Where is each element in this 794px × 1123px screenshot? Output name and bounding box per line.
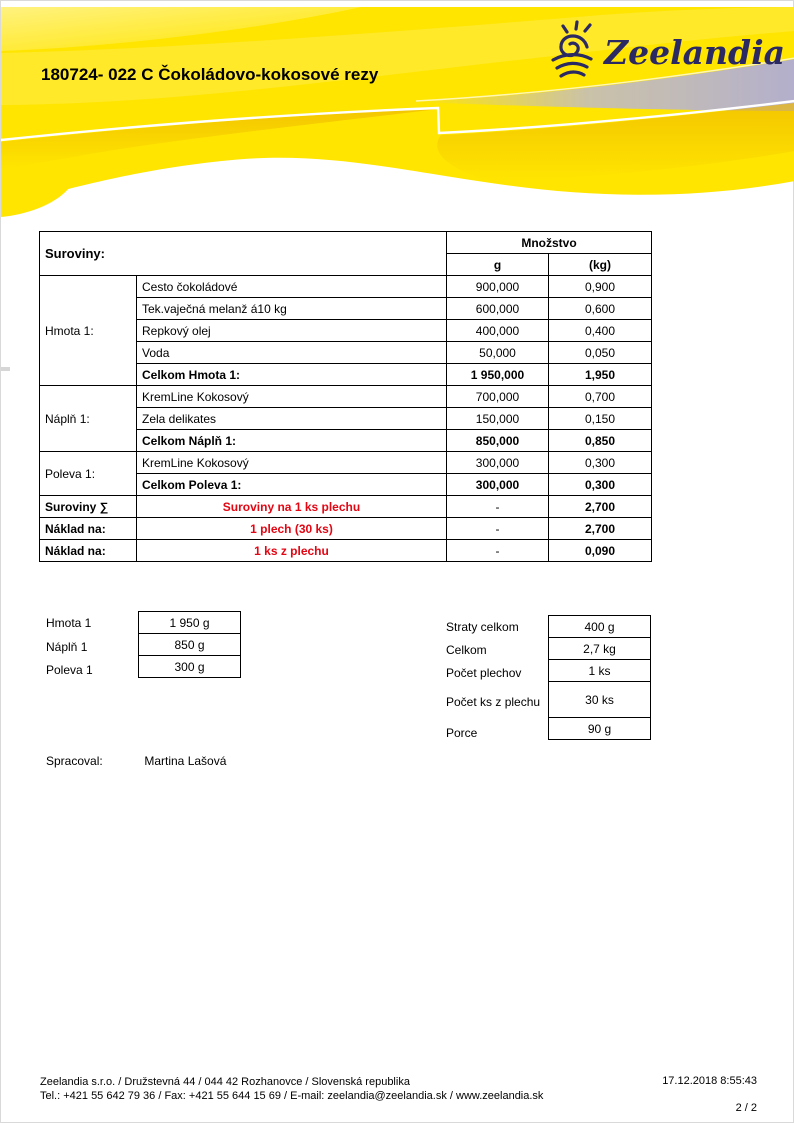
value-kg: 0,700 — [549, 386, 652, 408]
value-kg: 0,900 — [549, 276, 652, 298]
value-g: 900,000 — [447, 276, 549, 298]
group-label: Hmota 1: — [40, 276, 137, 386]
total-label: Celkom Hmota 1: — [137, 364, 447, 386]
summary-g: - — [447, 496, 549, 518]
summary-g: - — [447, 540, 549, 562]
ingredient-name: KremLine Kokosový — [137, 452, 447, 474]
footer-datetime: 17.12.2018 8:55:43 — [662, 1075, 757, 1087]
ingredient-name: KremLine Kokosový — [137, 386, 447, 408]
total-label: Celkom Poleva 1: — [137, 474, 447, 496]
summary-kg: 0,090 — [549, 540, 652, 562]
footer-company-info — [40, 1075, 543, 1103]
total-label: Celkom Náplň 1: — [137, 430, 447, 452]
totals-right-value: 1 ks — [549, 660, 651, 682]
col-header-kg: (kg) — [549, 254, 652, 276]
summary-row — [40, 540, 652, 562]
summary-g: - — [447, 518, 549, 540]
footer-address: Zeelandia s.r.o. / Družstevná 44 / 044 42 Rozhanovce / Slovenská republika — [40, 1076, 410, 1088]
header-banner — [1, 1, 794, 247]
prepared-by-label: Spracoval: — [46, 754, 103, 768]
ingredient-name: Zela delikates — [137, 408, 447, 430]
summary-row — [40, 496, 652, 518]
total-g: 850,000 — [447, 430, 549, 452]
value-kg: 0,150 — [549, 408, 652, 430]
table-row — [40, 452, 652, 474]
group-label: Poleva 1: — [40, 452, 137, 496]
ingredients-table — [39, 231, 652, 562]
page-number: 2 / 2 — [735, 1102, 757, 1114]
value-g: 700,000 — [447, 386, 549, 408]
value-g: 50,000 — [447, 342, 549, 364]
brand-name: Zeelandia — [604, 33, 785, 72]
col-header-g: g — [447, 254, 549, 276]
summary-desc: 1 plech (30 ks) — [137, 518, 447, 540]
total-g: 300,000 — [447, 474, 549, 496]
totals-right-label: Porce — [446, 725, 478, 740]
value-g: 400,000 — [447, 320, 549, 342]
ingredient-name: Cesto čokoládové — [137, 276, 447, 298]
totals-right-label: Celkom — [446, 642, 487, 657]
ingredient-name: Tek.vaječná melanž á10 kg — [137, 298, 447, 320]
totals-left-labels — [46, 611, 93, 681]
qty-header: Množstvo — [447, 232, 652, 254]
value-g: 150,000 — [447, 408, 549, 430]
table-row — [40, 386, 652, 408]
total-kg: 1,950 — [549, 364, 652, 386]
summary-kg: 2,700 — [549, 496, 652, 518]
total-kg: 0,850 — [549, 430, 652, 452]
totals-right-value: 2,7 kg — [549, 638, 651, 660]
value-kg: 0,600 — [549, 298, 652, 320]
group-label: Náplň 1: — [40, 386, 137, 452]
table-row — [40, 276, 652, 298]
totals-right-label: Počet plechov — [446, 665, 522, 680]
value-g: 600,000 — [447, 298, 549, 320]
summary-kg: 2,700 — [549, 518, 652, 540]
totals-right-box — [548, 615, 651, 740]
totals-right-value: 30 ks — [549, 682, 651, 718]
summary-label: Náklad na: — [40, 518, 137, 540]
summary-desc: Suroviny na 1 ks plechu — [137, 496, 447, 518]
prepared-by-row — [46, 754, 226, 768]
totals-right-labels — [446, 615, 544, 744]
value-g: 300,000 — [447, 452, 549, 474]
totals-right-label: Straty celkom — [446, 619, 519, 634]
summary-desc: 1 ks z plechu — [137, 540, 447, 562]
ingredient-name: Repkový olej — [137, 320, 447, 342]
totals-left-label: Náplň 1 — [46, 639, 88, 654]
totals-left-label: Poleva 1 — [46, 662, 93, 677]
totals-left-value: 850 g — [139, 634, 241, 656]
totals-left-value: 300 g — [139, 656, 241, 678]
totals-right-value: 400 g — [549, 616, 651, 638]
value-kg: 0,050 — [549, 342, 652, 364]
totals-left-label: Hmota 1 — [46, 616, 92, 630]
value-kg: 0,300 — [549, 452, 652, 474]
totals-left-box — [138, 611, 241, 678]
prepared-by-name: Martina Lašová — [144, 754, 227, 768]
summary-label: Náklad na: — [40, 540, 137, 562]
ingredient-name: Voda — [137, 342, 447, 364]
total-kg: 0,300 — [549, 474, 652, 496]
table-corner-label: Suroviny: — [40, 232, 447, 276]
totals-right-value: 90 g — [549, 718, 651, 740]
totals-left-value: 1 950 g — [139, 612, 241, 634]
summary-row — [40, 518, 652, 540]
summary-label: Suroviny ∑ — [40, 496, 137, 518]
left-margin-mark — [1, 367, 10, 371]
value-kg: 0,400 — [549, 320, 652, 342]
footer-contact: Tel.: +421 55 642 79 36 / Fax: +421 55 644 15 69 / E-mail: zeelandia@zeelandia.sk / www.zeelandia.sk — [40, 1090, 544, 1102]
total-g: 1 950,000 — [447, 364, 549, 386]
table-header-row — [40, 232, 652, 254]
totals-right-label: Počet ks z plechu — [446, 695, 541, 709]
page-title: 180724- 022 C Čokoládovo-kokosové rezy — [41, 65, 379, 84]
